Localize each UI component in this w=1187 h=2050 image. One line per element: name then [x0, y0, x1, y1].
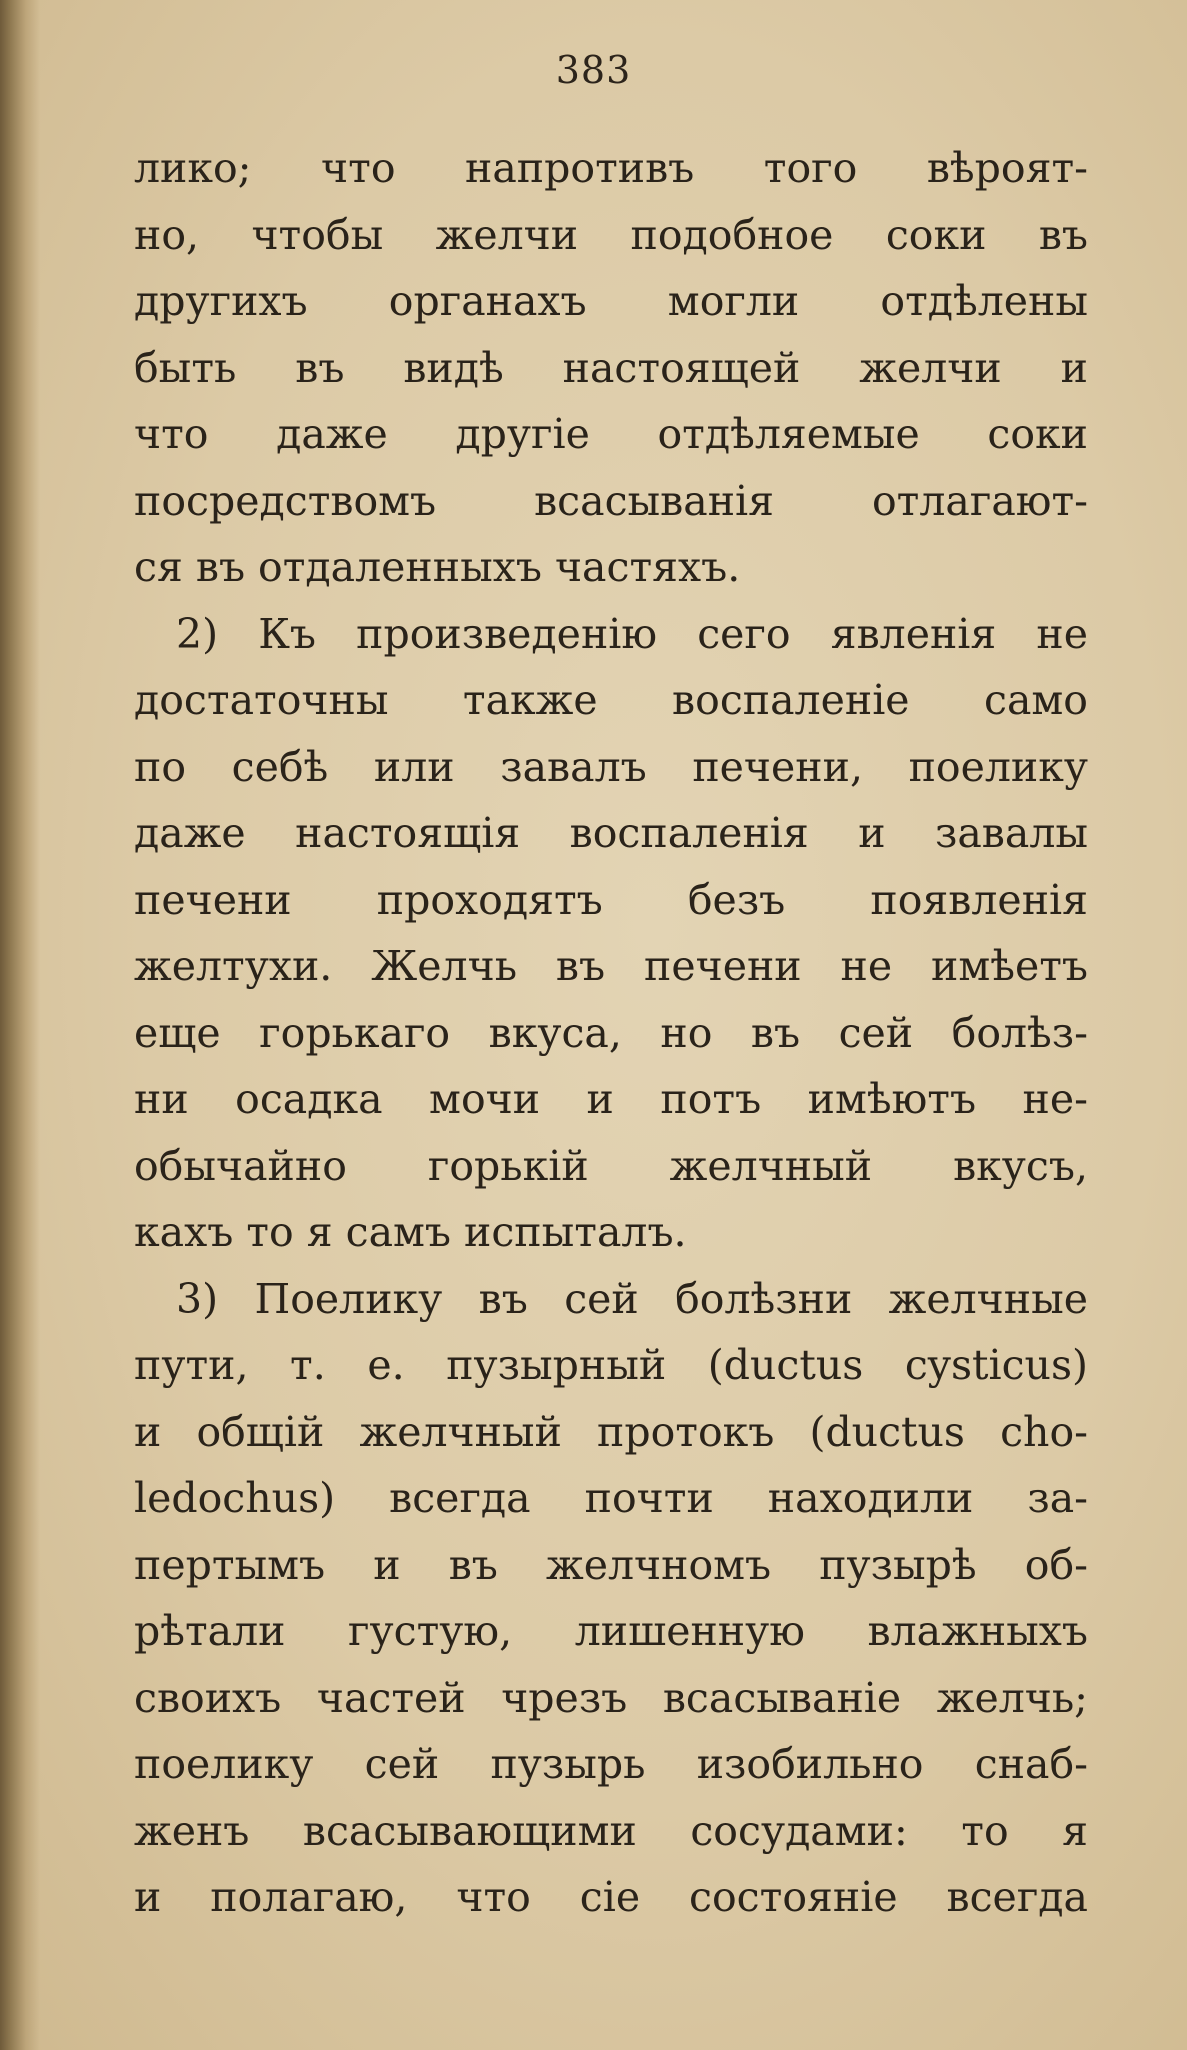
- text-line: по себѣ или завалъ печени, поелику: [134, 742, 1088, 791]
- text-line: рѣтали густую, лишенную влажныхъ: [134, 1607, 1088, 1655]
- text-line: ни осадка мочи и потъ имѣютъ не-: [134, 1075, 1088, 1123]
- text-line: ledochus) всегда почти находили за-: [134, 1474, 1088, 1522]
- text-line: пертымъ и въ желчномъ пузырѣ об-: [134, 1540, 1088, 1589]
- text-line: еще горькаго вкуса, но въ сей болѣз-: [134, 1008, 1088, 1057]
- text-line: другихъ органахъ могли отдѣлены: [134, 277, 1088, 325]
- text-line: поелику сей пузырь изобильно снаб-: [134, 1740, 1088, 1788]
- body-text: [134, 135, 1088, 1931]
- page-binding-edge: [0, 0, 40, 2050]
- text-line: печени проходятъ безъ появленія: [134, 875, 1088, 924]
- page-number: 383: [555, 48, 632, 92]
- text-line: обычайно горькій желчный вкусъ,: [134, 1141, 1088, 1190]
- text-line: даже настоящія воспаленія и завалы: [134, 809, 1088, 857]
- text-line: достаточны также воспаленіе само: [134, 676, 1088, 724]
- text-line: кахъ то я самъ испыталъ.: [134, 1208, 687, 1256]
- text-line: что даже другіе отдѣляемые соки: [134, 410, 1088, 458]
- text-line: посредствомъ всасыванія отлагают-: [134, 476, 1088, 525]
- text-line: своихъ частей чрезъ всасываніе желчь;: [134, 1673, 1088, 1722]
- text-line: желтухи. Желчь въ печени не имѣетъ: [134, 942, 1088, 990]
- text-line: и общій желчный протокъ (ductus cho-: [134, 1407, 1088, 1456]
- text-line: и полагаю, что сіе состояніе всегда: [134, 1873, 1088, 1921]
- text-line: лико; что напротивъ того вѣроят-: [134, 144, 1088, 192]
- text-line: быть въ видѣ настоящей желчи и: [134, 343, 1088, 392]
- text-line: пути, т. е. пузырный (ductus cysticus): [134, 1341, 1088, 1389]
- text-line: но, чтобы желчи подобное соки въ: [134, 210, 1088, 259]
- text-line: 2) Къ произведенію сего явленія не: [176, 609, 1088, 658]
- text-line: 3) Поелику въ сей болѣзни желчные: [176, 1274, 1088, 1323]
- text-line: ся въ отдаленныхъ частяхъ.: [134, 543, 741, 591]
- text-line: женъ всасывающими сосудами: то я: [134, 1806, 1088, 1855]
